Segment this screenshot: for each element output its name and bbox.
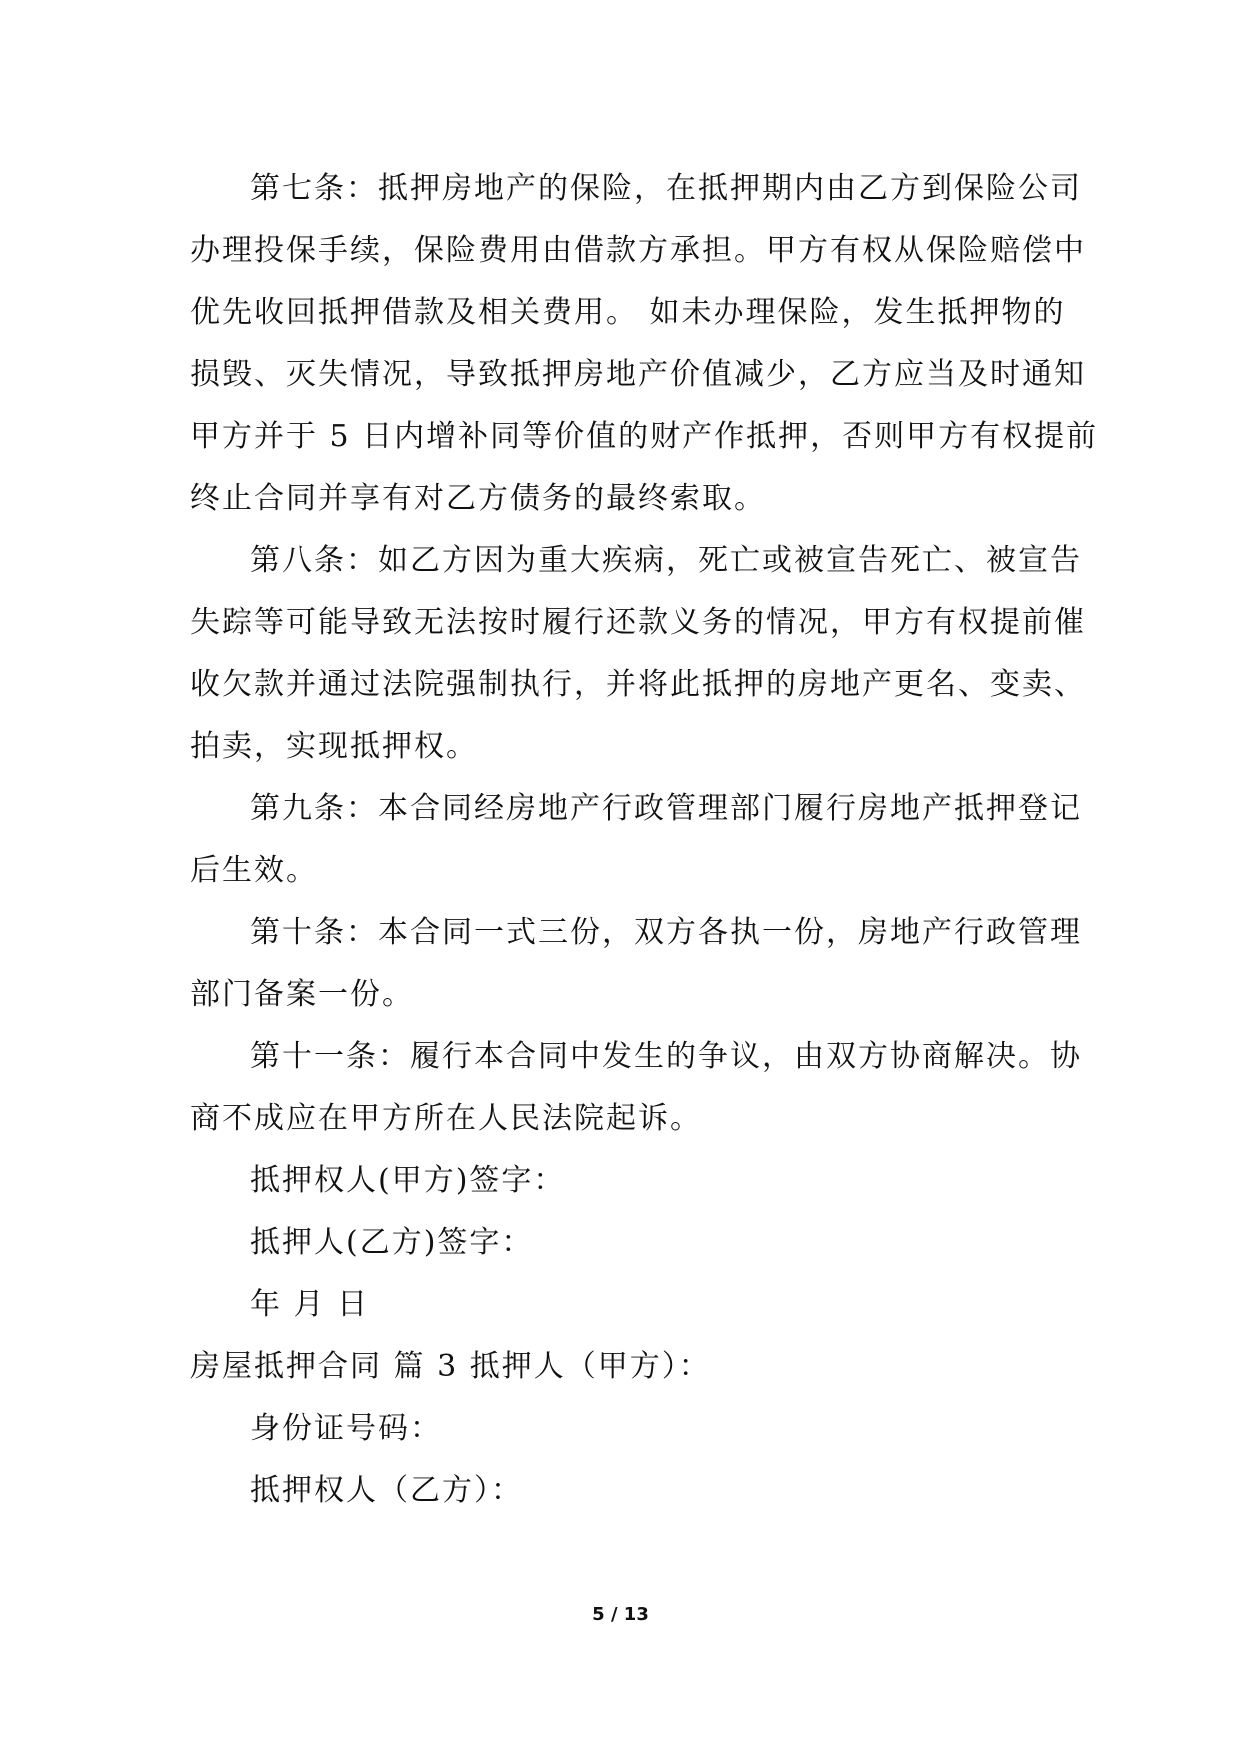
article-7-line-2: 办理投保手续，保险费用由借款方承担。甲方有权从保险赔偿中 xyxy=(190,233,1086,268)
article-9-line-1: 第九条：本合同经房地产行政管理部门履行房地产抵押登记 xyxy=(250,791,1082,826)
article-8-line-4: 拍卖，实现抵押权。 xyxy=(190,729,478,764)
document-body xyxy=(190,158,1099,1522)
article-10-line-1: 第十条：本合同一式三份，双方各执一份，房地产行政管理 xyxy=(250,915,1082,950)
article-7-line-3: 优先收回抵押借款及相关费用。 如未办理保险，发生抵押物的 xyxy=(190,295,1066,330)
article-7-line-1: 第七条：抵押房地产的保险，在抵押期内由乙方到保险公司 xyxy=(250,171,1082,206)
article-11-line-2: 商不成应在甲方所在人民法院起诉。 xyxy=(190,1101,702,1136)
article-10-line-2: 部门备案一份。 xyxy=(190,977,414,1012)
section-3-mortgagee: 抵押权人（乙方）： xyxy=(250,1473,523,1508)
article-7-line-6: 终止合同并享有对乙方债务的最终索取。 xyxy=(190,481,766,516)
section-3-id-number: 身份证号码： xyxy=(250,1411,442,1446)
signature-date-line: 年 月 日 xyxy=(250,1287,370,1322)
page-number: 5 / 13 xyxy=(592,1604,649,1625)
article-8-line-1: 第八条：如乙方因为重大疾病，死亡或被宣告死亡、被宣告 xyxy=(250,543,1082,578)
section-3-heading: 房屋抵押合同 篇 3 抵押人（甲方）： xyxy=(190,1349,711,1384)
article-8-line-3: 收欠款并通过法院强制执行，并将此抵押的房地产更名、变卖、 xyxy=(190,667,1086,702)
article-8-line-2: 失踪等可能导致无法按时履行还款义务的情况，甲方有权提前催 xyxy=(190,605,1086,640)
mortgagor-signature-line: 抵押人(乙方)签字： xyxy=(250,1225,534,1260)
article-7-line-4: 损毁、灭失情况，导致抵押房地产价值减少，乙方应当及时通知 xyxy=(190,357,1086,392)
article-7-line-5: 甲方并于 5 日内增补同等价值的财产作抵押，否则甲方有权提前 xyxy=(190,419,1099,454)
article-11-line-1: 第十一条：履行本合同中发生的争议，由双方协商解决。协 xyxy=(250,1039,1082,1074)
mortgagee-signature-line: 抵押权人(甲方)签字： xyxy=(250,1163,566,1198)
article-9-line-2: 后生效。 xyxy=(190,853,318,888)
